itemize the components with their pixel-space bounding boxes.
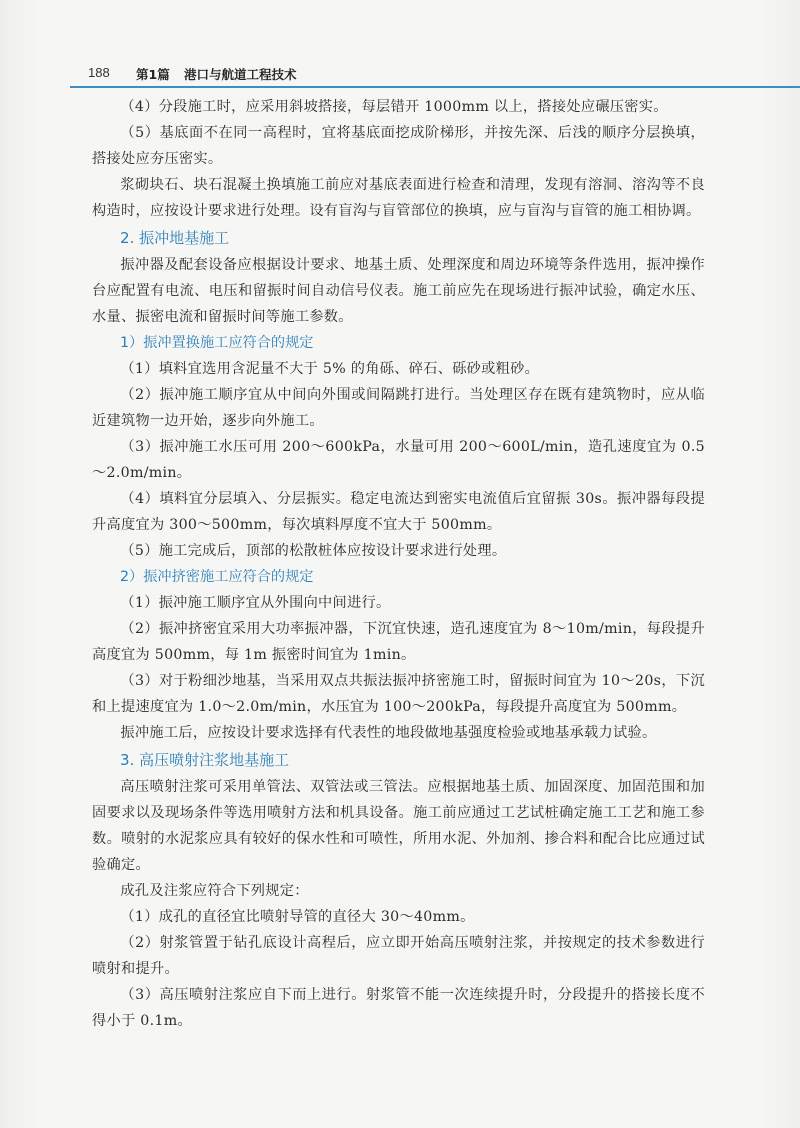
paragraph: （4）填料宜分层填入、分层振实。稳定电流达到密实电流值后宜留振 30s。振冲器每段提升高度宜为 300～500mm，每次填料厚度不宜大于 500mm。: [92, 491, 705, 533]
paragraph: （2）振冲施工顺序宜从中间向外围或间隔跳打进行。当处理区存在既有建筑物时，应从临近建筑物一边开始，逐步向外施工。: [92, 387, 705, 429]
page-number: 188: [88, 65, 110, 80]
paragraph: （3）对于粉细沙地基，当采用双点共振法振冲挤密施工时，留振时间宜为 10～20s，下沉和上提速度宜为 1.0～2.0m/min，水压宜为 100～200kPa，每段提升高度宜为 500mm。: [92, 673, 705, 715]
book-title: 港口与航道工程技术: [184, 67, 297, 82]
running-header: [70, 60, 800, 88]
paragraph: （2）振冲挤密宜采用大功率振冲器，下沉宜快速，造孔速度宜为 8～10m/min，每段提升高度宜为 500mm，每 1m 振密时间宜为 1min。: [92, 621, 705, 663]
section-heading: 3. 高压喷射注浆地基施工: [120, 751, 290, 769]
paragraph: （1）填料宜选用含泥量不大于 5% 的角砾、碎石、砾砂或粗砂。: [120, 361, 540, 377]
paragraph: 成孔及注浆应符合下列规定：: [120, 883, 309, 899]
paragraph: （2）射浆管置于钻孔底设计高程后，应立即开始高压喷射注浆，并按规定的技术参数进行喷射和提升。: [92, 935, 705, 977]
paragraph: （3）振冲施工水压可用 200～600kPa，水量可用 200～600L/min，造孔速度宜为 0.5～2.0m/min。: [92, 439, 705, 481]
paragraph: （4）分段施工时，应采用斜坡搭接，每层错开 1000mm 以上，搭接处应碾压密实。: [120, 99, 668, 115]
paragraph: 高压喷射注浆可采用单管法、双管法或三管法。应根据地基土质、加固深度、加固范围和加固要求以及现场条件等选用喷射方法和机具设备。施工前应通过工艺试桩确定施工工艺和施工参数。喷射的水泥浆应具有较好的保水性和可喷性，所用水泥、外加剂、掺合料和配合比应通过试验确定。: [92, 779, 705, 873]
paragraph: （5）施工完成后，顶部的松散桩体应按设计要求进行处理。: [120, 543, 507, 559]
section-heading: 2. 振冲地基施工: [120, 229, 230, 247]
paragraph: （1）成孔的直径宜比喷射导管的直径大 30～40mm。: [120, 909, 475, 925]
paragraph: （5）基底面不在同一高程时，宜将基底面挖成阶梯形，并按先深、后浅的顺序分层换填，搭接处应夯压密实。: [92, 125, 705, 167]
main-text: [92, 94, 705, 1034]
subsection-heading: 1）振冲置换施工应符合的规定: [120, 335, 314, 351]
part-label: 第1篇: [136, 67, 170, 82]
paragraph: 振冲施工后，应按设计要求选择有代表性的地段做地基强度检验或地基承载力试验。: [120, 725, 657, 741]
paragraph: （1）振冲施工顺序宜从外围向中间进行。: [120, 595, 391, 611]
paragraph: 浆砌块石、块石混凝土换填施工前应对基底表面进行检查和清理，发现有溶洞、溶沟等不良构造时，应按设计要求进行处理。设有盲沟与盲管部位的换填，应与盲沟与盲管的施工相协调。: [92, 177, 705, 219]
subsection-heading: 2）振冲挤密施工应符合的规定: [120, 569, 314, 585]
header-rule: [70, 86, 800, 88]
paragraph: 振冲器及配套设备应根据设计要求、地基土质、处理深度和周边环境等条件选用，振冲操作台应配置有电流、电压和留振时间自动信号仪表。施工前应先在现场进行振冲试验，确定水压、水量、振密电流和留振时间等施工参数。: [92, 257, 705, 325]
paragraph: （3）高压喷射注浆应自下而上进行。射浆管不能一次连续提升时，分段提升的搭接长度不得小于 0.1m。: [92, 987, 705, 1029]
